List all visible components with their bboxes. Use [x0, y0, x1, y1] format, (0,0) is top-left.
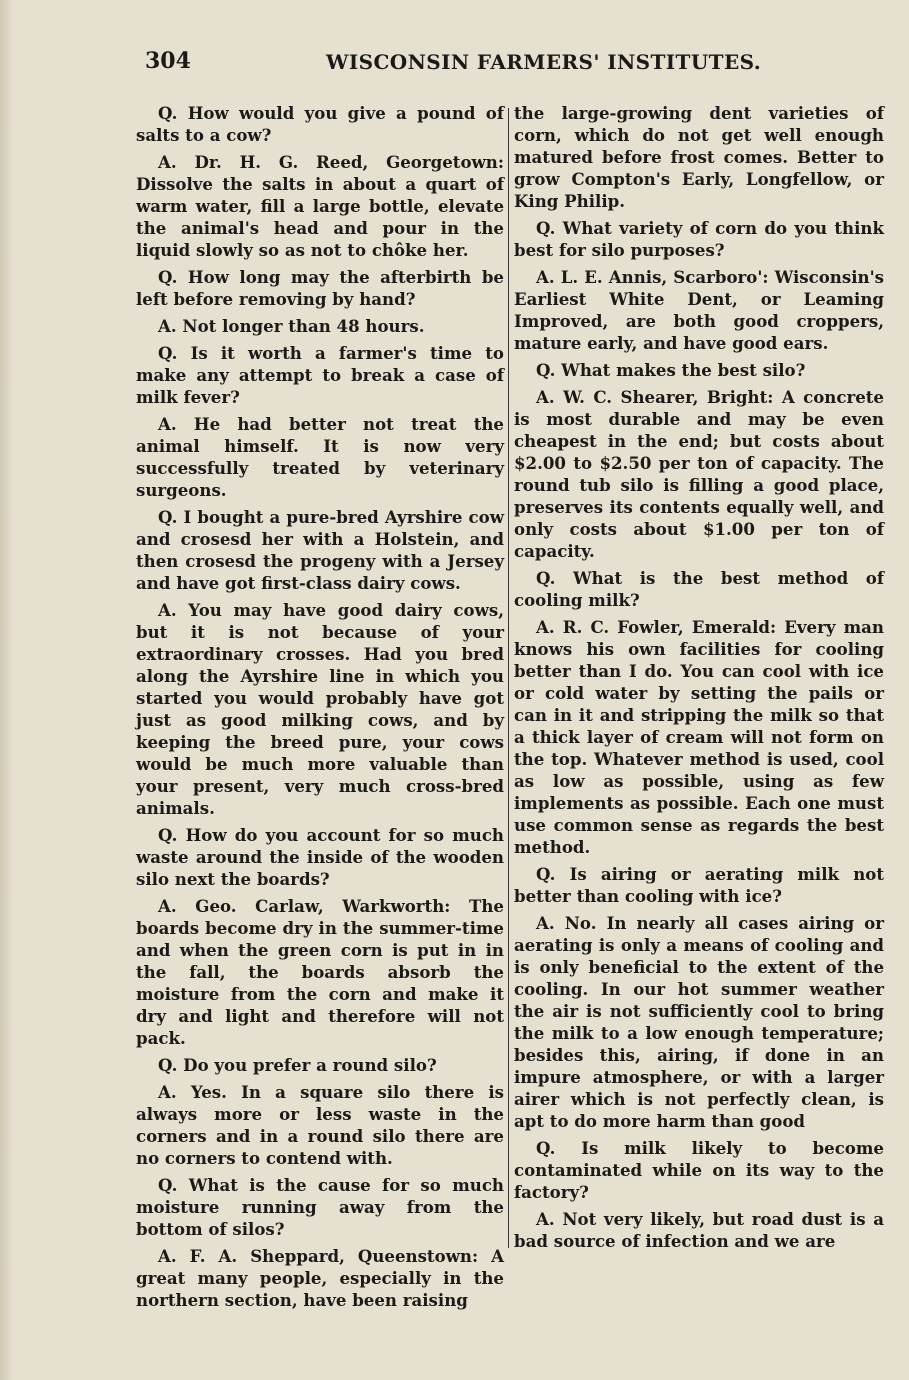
page-edge-shadow	[0, 0, 14, 1380]
paragraph: A. He had better not treat the animal himself. It is now very successfully treated by veterinary surgeons.	[136, 414, 504, 500]
paragraph: Q. Is airing or aerating milk not better than cooling with ice?	[514, 864, 884, 906]
running-title: WISCONSIN FARMERS' INSTITUTES.	[326, 50, 762, 74]
paragraph: A. W. C. Shearer, Bright: A concrete is most durable and may be even cheapest in the end; but costs about $2.00 to $2.50 per ton of capacity. The round tub silo is filling a good place, preserves its contents equally well, and only costs about $1.00 per ton of capacity.	[514, 387, 884, 561]
paragraph: A. L. E. Annis, Scarboro': Wisconsin's Earliest White Dent, or Leaming Improved, are both good croppers, mature early, and have good ears.	[514, 267, 884, 353]
paragraph: the large-growing dent varieties of corn, which do not get well enough matured before frost comes. Better to grow Compton's Early, Longfellow, or King Philip.	[514, 103, 884, 211]
paragraph: A. Yes. In a square silo there is always more or less waste in the corners and in a round silo there are no corners to contend with.	[136, 1082, 504, 1168]
paragraph: Q. Is milk likely to become contaminated while on its way to the factory?	[514, 1138, 884, 1202]
page-number: 304	[145, 48, 191, 74]
paragraph: Q. I bought a pure-bred Ayrshire cow and crosesd her with a Holstein, and then crosesd the progeny with a Jersey and have got first-class dairy cows.	[136, 507, 504, 593]
page-header	[0, 44, 909, 84]
paragraph: A. Not very likely, but road dust is a bad source of infection and we are	[514, 1209, 884, 1251]
paragraph: A. No. In nearly all cases airing or aerating is only a means of cooling and is only beneficial to the extent of the cooling. In our hot summer weather the air is not sufficiently cool to bring the milk to a low enough temperature; besides this, airing, if done in an impure atmosphere, or with a larger airer which is not perfectly clean, is apt to do more harm than good	[514, 913, 884, 1131]
paragraph: Q. What is the cause for so much moisture running away from the bottom of silos?	[136, 1175, 504, 1239]
paragraph: Q. How would you give a pound of salts to a cow?	[136, 103, 504, 145]
paragraph: Q. What makes the best silo?	[536, 360, 806, 380]
column-divider	[508, 108, 509, 1248]
paragraph: Q. What variety of corn do you think best for silo purposes?	[514, 218, 884, 260]
paragraph: A. F. A. Sheppard, Queenstown: A great many people, especially in the northern section, have been raising	[136, 1246, 504, 1310]
paragraph: A. R. C. Fowler, Emerald: Every man knows his own facilities for cooling better than I do. You can cool with ice or cold water by setting the pails or can in it and stripping the milk so that a thick layer of cream will not form on the top. Whatever method is used, cool as low as possible, using as few implements as possible. Each one must use common sense as regards the best method.	[514, 617, 884, 857]
paragraph: A. Not longer than 48 hours.	[158, 316, 425, 336]
paragraph: A. You may have good dairy cows, but it is not because of your extraordinary crosses. Had you bred along the Ayrshire line in which you started you would probably have got just as good milking cows, and by keeping the breed pure, your cows would be much more valuable than your present, very much cross-bred animals.	[136, 600, 504, 818]
paragraph: A. Geo. Carlaw, Warkworth: The boards become dry in the summer-time and when the green corn is put in in the fall, the boards absorb the moisture from the corn and make it dry and light and therefore will not pack.	[136, 896, 504, 1048]
paragraph: Q. How do you account for so much waste around the inside of the wooden silo next the boards?	[136, 825, 504, 889]
left-column	[136, 102, 504, 1316]
paragraph: Q. How long may the afterbirth be left before removing by hand?	[136, 267, 504, 309]
paragraph: A. Dr. H. G. Reed, Georgetown: Dissolve the salts in about a quart of warm water, fill a large bottle, elevate the animal's head and pour in the liquid slowly so as not to chôke her.	[136, 152, 504, 260]
paragraph: Q. Is it worth a farmer's time to make any attempt to break a case of milk fever?	[136, 343, 504, 407]
right-column	[514, 102, 884, 1257]
paragraph: Q. Do you prefer a round silo?	[158, 1055, 437, 1075]
paragraph: Q. What is the best method of cooling milk?	[514, 568, 884, 610]
